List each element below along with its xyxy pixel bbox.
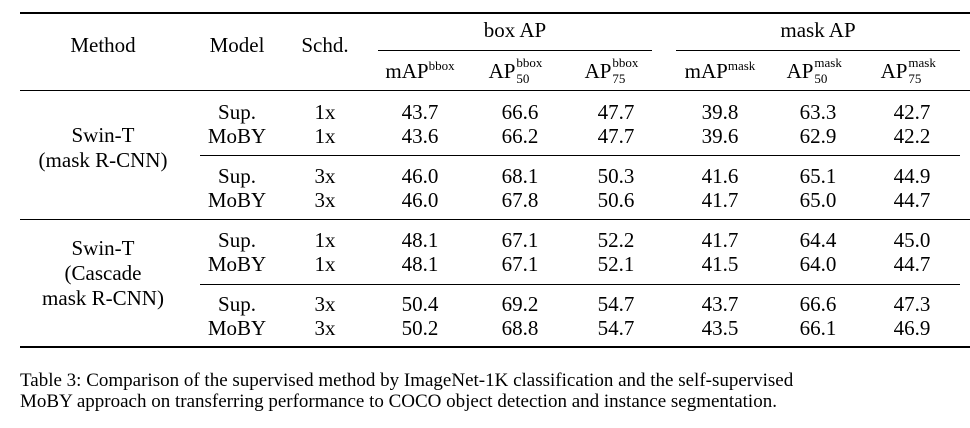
metric-cell: 46.0	[401, 164, 439, 188]
metric-subscript: 50	[516, 71, 530, 86]
metric-cell: 50.4	[401, 292, 439, 316]
metric-base: AP	[786, 59, 814, 83]
caption-line-2: MoBY approach on transferring performance to COCO object detection and instance segmentation.	[20, 391, 777, 412]
model-cell: Sup.	[218, 164, 256, 188]
metric-cell: 46.9	[893, 316, 931, 340]
metric-cell: 47.7	[597, 100, 635, 124]
table-caption	[20, 370, 960, 412]
block-rule-1	[200, 155, 960, 156]
metric-base: mAP	[385, 59, 429, 83]
method-label-line: Swin-T	[71, 236, 135, 260]
metric-cell: 50.2	[401, 316, 439, 340]
metric-cell: 67.1	[501, 252, 539, 276]
metric-cell: 52.2	[597, 228, 635, 252]
model-cell: MoBY	[207, 316, 267, 340]
metric-cell: 43.5	[701, 316, 739, 340]
model-cell: MoBY	[207, 252, 267, 276]
metric-cell: 62.9	[799, 124, 837, 148]
metric-header	[685, 59, 756, 83]
metric-header	[488, 55, 552, 86]
metric-header	[385, 59, 454, 83]
metric-superscript: mask	[727, 58, 756, 73]
metric-cell: 39.6	[701, 124, 739, 148]
schd-cell: 1x	[314, 124, 336, 148]
metric-cell: 45.0	[893, 228, 931, 252]
metric-superscript: mask	[908, 55, 936, 70]
metric-superscript: bbox	[516, 55, 543, 70]
metric-cell: 41.6	[701, 164, 739, 188]
metric-cell: 69.2	[501, 292, 539, 316]
schd-cell: 3x	[314, 188, 336, 212]
metric-cell: 65.1	[799, 164, 837, 188]
model-cell: Sup.	[218, 292, 256, 316]
metric-subscript: 50	[814, 71, 828, 86]
metric-header	[584, 55, 648, 86]
metric-cell: 44.7	[893, 188, 931, 212]
header-model: Model	[209, 33, 265, 57]
metric-cell: 68.8	[501, 316, 539, 340]
metric-header	[880, 55, 944, 86]
metric-cell: 65.0	[799, 188, 837, 212]
metric-cell: 48.1	[401, 228, 439, 252]
metric-superscript: bbox	[428, 58, 455, 73]
metric-cell: 64.4	[799, 228, 837, 252]
top-rule	[20, 12, 970, 14]
schd-cell: 3x	[314, 316, 336, 340]
metric-subscript: 75	[612, 71, 626, 86]
metric-cell: 50.3	[597, 164, 635, 188]
method-label-line: (mask R-CNN)	[38, 148, 168, 172]
metric-cell: 64.0	[799, 252, 837, 276]
header-box-ap: box AP	[483, 18, 547, 42]
metric-cell: 39.8	[701, 100, 739, 124]
header-rule	[20, 90, 970, 91]
metric-superscript: mask	[814, 55, 842, 70]
metric-cell: 44.9	[893, 164, 931, 188]
metric-base: AP	[584, 59, 612, 83]
method-label-line: mask R-CNN)	[42, 286, 164, 310]
metric-cell: 67.1	[501, 228, 539, 252]
header-method: Method	[70, 33, 136, 57]
metric-cell: 66.2	[501, 124, 539, 148]
metric-cell: 68.1	[501, 164, 539, 188]
metric-cell: 42.7	[893, 100, 931, 124]
box-ap-cmidrule	[378, 50, 652, 51]
metric-cell: 52.1	[597, 252, 635, 276]
header-mask-ap: mask AP	[780, 18, 856, 42]
metric-cell: 66.6	[799, 292, 837, 316]
metric-cell: 44.7	[893, 252, 931, 276]
schd-cell: 1x	[314, 252, 336, 276]
metric-base: mAP	[684, 59, 728, 83]
metric-cell: 43.7	[701, 292, 739, 316]
model-cell: MoBY	[207, 124, 267, 148]
metric-cell: 54.7	[597, 316, 635, 340]
metric-cell: 47.3	[893, 292, 931, 316]
header-schd: Schd.	[301, 33, 349, 57]
metric-subscript: 75	[908, 71, 922, 86]
metric-cell: 50.6	[597, 188, 635, 212]
metric-cell: 46.0	[401, 188, 439, 212]
metric-cell: 47.7	[597, 124, 635, 148]
metric-cell: 67.8	[501, 188, 539, 212]
metric-cell: 41.5	[701, 252, 739, 276]
metric-cell: 43.6	[401, 124, 439, 148]
metric-cell: 66.6	[501, 100, 539, 124]
schd-cell: 3x	[314, 164, 336, 188]
metric-cell: 66.1	[799, 316, 837, 340]
metric-cell: 43.7	[401, 100, 439, 124]
group-rule	[20, 219, 970, 220]
metric-cell: 42.2	[893, 124, 931, 148]
model-cell: Sup.	[218, 228, 256, 252]
metric-cell: 48.1	[401, 252, 439, 276]
metric-cell: 63.3	[799, 100, 837, 124]
metric-superscript: bbox	[612, 55, 639, 70]
model-cell: Sup.	[218, 100, 256, 124]
method-label-line: Swin-T	[71, 123, 135, 147]
schd-cell: 1x	[314, 228, 336, 252]
metric-header	[786, 55, 850, 86]
caption-line-1: Table 3: Comparison of the supervised method by ImageNet-1K classification and the self-supervised	[20, 370, 794, 391]
metric-cell: 54.7	[597, 292, 635, 316]
metric-cell: 41.7	[701, 188, 739, 212]
metric-base: AP	[488, 59, 516, 83]
model-cell: MoBY	[207, 188, 267, 212]
metric-cell: 41.7	[701, 228, 739, 252]
block-rule-2	[200, 284, 960, 285]
schd-cell: 1x	[314, 100, 336, 124]
bottom-rule	[20, 346, 970, 348]
schd-cell: 3x	[314, 292, 336, 316]
metric-base: AP	[880, 59, 908, 83]
mask-ap-cmidrule	[676, 50, 960, 51]
method-label-line: (Cascade	[64, 261, 142, 285]
